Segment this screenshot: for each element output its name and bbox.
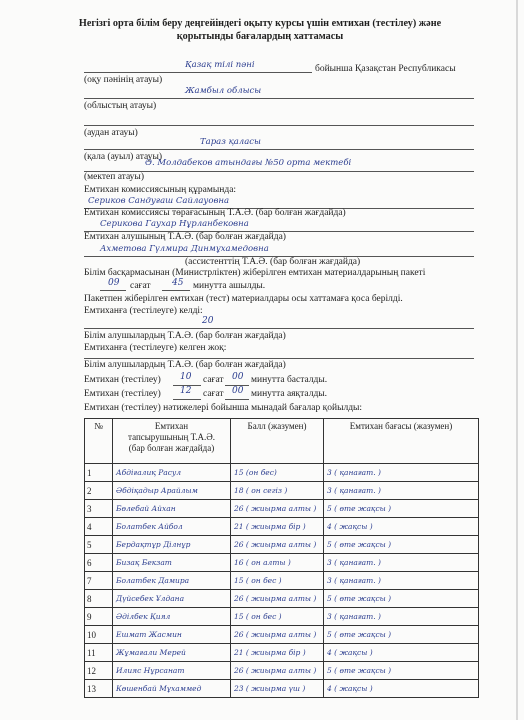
row-number: 9 bbox=[85, 608, 113, 626]
arrived-value: 20 bbox=[202, 316, 214, 326]
end-minute-line bbox=[225, 399, 249, 400]
student-name: Бөлебай Айхан bbox=[113, 500, 231, 518]
attached-text: Пакетпен жіберілген емтихан (тест) материалдары осы хаттамаға қоса берілді. bbox=[84, 294, 403, 304]
student-name: Болатбек Дамира bbox=[113, 572, 231, 590]
opened-minutes: 45 bbox=[172, 278, 184, 288]
student-name: Ешмат Жасмин bbox=[113, 626, 231, 644]
grade-cell: 3 ( қанағат. ) bbox=[324, 464, 479, 482]
row-number: 8 bbox=[85, 590, 113, 608]
city-value: Тараз қаласы bbox=[200, 137, 261, 147]
row-number: 5 bbox=[85, 536, 113, 554]
row-number: 3 bbox=[85, 500, 113, 518]
row-number: 12 bbox=[85, 662, 113, 680]
grade-cell: 5 ( өте жақсы ) bbox=[324, 536, 479, 554]
grade-cell: 5 ( өте жақсы ) bbox=[324, 590, 479, 608]
header-name-line3: (бар болған жағдайда) bbox=[128, 443, 215, 453]
absent-line bbox=[84, 358, 474, 359]
region-value: Жамбыл облысы bbox=[185, 86, 262, 96]
row-number: 11 bbox=[85, 644, 113, 662]
subject-label: (оқу пәнінің атауы) bbox=[84, 75, 163, 85]
grade-cell: 4 ( жақсы ) bbox=[324, 680, 479, 698]
row-number: 7 bbox=[85, 572, 113, 590]
grade-cell: 5 ( өте жақсы ) bbox=[324, 500, 479, 518]
start-minute: 00 bbox=[232, 372, 244, 382]
end-hour-word: сағат bbox=[203, 389, 224, 399]
row-number: 10 bbox=[85, 626, 113, 644]
score-cell: 15 ( он бес ) bbox=[231, 608, 324, 626]
start-hour-word: сағат bbox=[203, 375, 224, 385]
end-minute: 00 bbox=[232, 386, 244, 396]
assistant-label: (ассистенттің Т.А.Ә. (бар болған жағдайда) bbox=[185, 257, 361, 267]
end-hour: 12 bbox=[180, 386, 192, 396]
arrived-label: Емтиханға (тестілеуге) келді: bbox=[84, 306, 203, 316]
score-cell: 23 ( жиырма үш ) bbox=[231, 680, 324, 698]
grade-cell: 4 ( жақсы ) bbox=[324, 518, 479, 536]
table-row bbox=[85, 590, 479, 608]
school-label: (мектеп атауы) bbox=[84, 172, 144, 182]
subject-suffix: бойынша Қазақстан Республикасы bbox=[315, 64, 456, 74]
table-row bbox=[85, 464, 479, 482]
opened-hours: 09 bbox=[108, 278, 120, 288]
score-cell: 26 ( жиырма алты ) bbox=[231, 662, 324, 680]
header-name-line2: тапсырушының Т.А.Ә. bbox=[128, 432, 215, 442]
school-value: Ә. Молдабеков атындағы №50 орта мектебі bbox=[145, 158, 352, 168]
document-title-line2: қорытынды бағалардың хаттамасы bbox=[176, 31, 344, 42]
grade-cell: 3 ( қанағат. ) bbox=[324, 554, 479, 572]
score-cell: 21 ( жиырма бір ) bbox=[231, 644, 324, 662]
table-row bbox=[85, 500, 479, 518]
score-cell: 18 ( он сегіз ) bbox=[231, 482, 324, 500]
absent-label: Емтиханға (тестілеуге) келген жоқ: bbox=[84, 343, 227, 353]
student-name: Бизақ Бекзат bbox=[113, 554, 231, 572]
opened-minutes-line bbox=[162, 290, 190, 291]
document-title-line1: Негізгі орта білім беру деңгейіндегі оқыту курсы үшін емтихан (тестілеу) және bbox=[78, 18, 442, 29]
student-name: Жұмағали Мерей bbox=[113, 644, 231, 662]
table-header-row bbox=[85, 419, 479, 464]
region-line bbox=[84, 98, 474, 99]
student-name: Әділбек Қиял bbox=[113, 608, 231, 626]
table-row bbox=[85, 554, 479, 572]
city-label: (қала (ауыл) атауы) bbox=[84, 152, 162, 162]
score-cell: 21 ( жиырма бір ) bbox=[231, 518, 324, 536]
row-number: 1 bbox=[85, 464, 113, 482]
table-row bbox=[85, 608, 479, 626]
score-cell: 15 ( он бес ) bbox=[231, 572, 324, 590]
header-name-line1: Емтихан bbox=[154, 421, 189, 431]
table-row bbox=[85, 572, 479, 590]
start-prefix: Емтихан (тестілеу) bbox=[84, 375, 161, 385]
student-name: Көшенбай Мұхаммед bbox=[113, 680, 231, 698]
score-cell: 26 ( жиырма алты ) bbox=[231, 626, 324, 644]
district-label: (аудан атауы) bbox=[84, 128, 138, 138]
grade-cell: 3 ( қанағат. ) bbox=[324, 572, 479, 590]
score-cell: 15 (он бес) bbox=[231, 464, 324, 482]
student-name: Дүйсебек Ұлдана bbox=[113, 590, 231, 608]
header-number: № bbox=[85, 419, 113, 464]
arrived-sub: Білім алушылардың Т.А.Ә. (бар болған жағдайда) bbox=[84, 331, 286, 341]
table-row bbox=[85, 680, 479, 698]
table-row bbox=[85, 644, 479, 662]
header-name bbox=[113, 419, 231, 464]
score-cell: 26 ( жиырма алты ) bbox=[231, 500, 324, 518]
start-suffix: минутта басталды. bbox=[251, 375, 328, 385]
examiner-label: Емтихан алушының Т.А.Ә. (бар болған жағдайда) bbox=[84, 232, 286, 242]
page-edge bbox=[516, 0, 518, 720]
student-name: Бердақтұр Ділнұр bbox=[113, 536, 231, 554]
chair-value: Сериков Сандуғаш Сайлауовна bbox=[88, 196, 230, 206]
header-grade: Емтихан бағасы (жазумен) bbox=[324, 419, 479, 464]
package-text: Білім басқармасынан (Министрліктен) жіберілген емтихан материалдарының пакеті bbox=[84, 268, 426, 278]
end-hour-line bbox=[173, 399, 201, 400]
commission-label: Емтихан комиссиясының құрамында: bbox=[84, 185, 237, 195]
student-name: Әбдіқадыр Арайлым bbox=[113, 482, 231, 500]
examiner-value: Серикова Гаухар Нұрланбековна bbox=[100, 219, 249, 229]
region-label: (облыстың атауы) bbox=[84, 101, 157, 111]
row-number: 2 bbox=[85, 482, 113, 500]
row-number: 4 bbox=[85, 518, 113, 536]
header-score: Балл (жазумен) bbox=[231, 419, 324, 464]
grade-cell: 5 ( өте жақсы ) bbox=[324, 662, 479, 680]
student-name: Болатбек Айбол bbox=[113, 518, 231, 536]
grade-cell: 3 ( қанағат. ) bbox=[324, 482, 479, 500]
opened-minute-word: минутта ашылды. bbox=[193, 281, 266, 291]
table-row bbox=[85, 536, 479, 554]
end-suffix: минутта аяқталды. bbox=[251, 389, 328, 399]
results-table bbox=[84, 418, 479, 698]
table-row bbox=[85, 518, 479, 536]
score-cell: 26 ( жиырма алты ) bbox=[231, 536, 324, 554]
grade-cell: 3 ( қанағат. ) bbox=[324, 608, 479, 626]
row-number: 6 bbox=[85, 554, 113, 572]
row-number: 13 bbox=[85, 680, 113, 698]
opened-hour-word: сағат bbox=[130, 281, 151, 291]
subject-line bbox=[84, 72, 312, 73]
grade-cell: 5 ( өте жақсы ) bbox=[324, 626, 479, 644]
grade-cell: 4 ( жақсы ) bbox=[324, 644, 479, 662]
results-text: Емтихан (тестілеу) нәтижелері бойынша мынадай бағалар қойылды: bbox=[84, 403, 363, 413]
score-cell: 26 ( жиырма алты ) bbox=[231, 590, 324, 608]
table-row bbox=[85, 662, 479, 680]
city-line bbox=[84, 149, 474, 150]
student-name: Илияс Нұрсанат bbox=[113, 662, 231, 680]
score-cell: 16 ( он алты ) bbox=[231, 554, 324, 572]
arrived-line bbox=[84, 328, 474, 329]
subject-value: Қазақ тілі пәні bbox=[185, 60, 255, 70]
opened-hours-line bbox=[100, 290, 126, 291]
start-hour: 10 bbox=[180, 372, 192, 382]
table-row bbox=[85, 482, 479, 500]
district-line bbox=[84, 125, 474, 126]
absent-sub: Білім алушылардың Т.А.Ә. (бар болған жағдайда) bbox=[84, 360, 286, 370]
assistant-value: Ахметова Гүлмира Динмұхамедовна bbox=[100, 244, 269, 254]
table-row bbox=[85, 626, 479, 644]
student-name: Абдіғалиқ Расул bbox=[113, 464, 231, 482]
chair-label: Емтихан комиссиясы төрағасының Т.А.Ә. (бар болған жағдайда) bbox=[84, 208, 346, 218]
end-prefix: Емтихан (тестілеу) bbox=[84, 389, 161, 399]
